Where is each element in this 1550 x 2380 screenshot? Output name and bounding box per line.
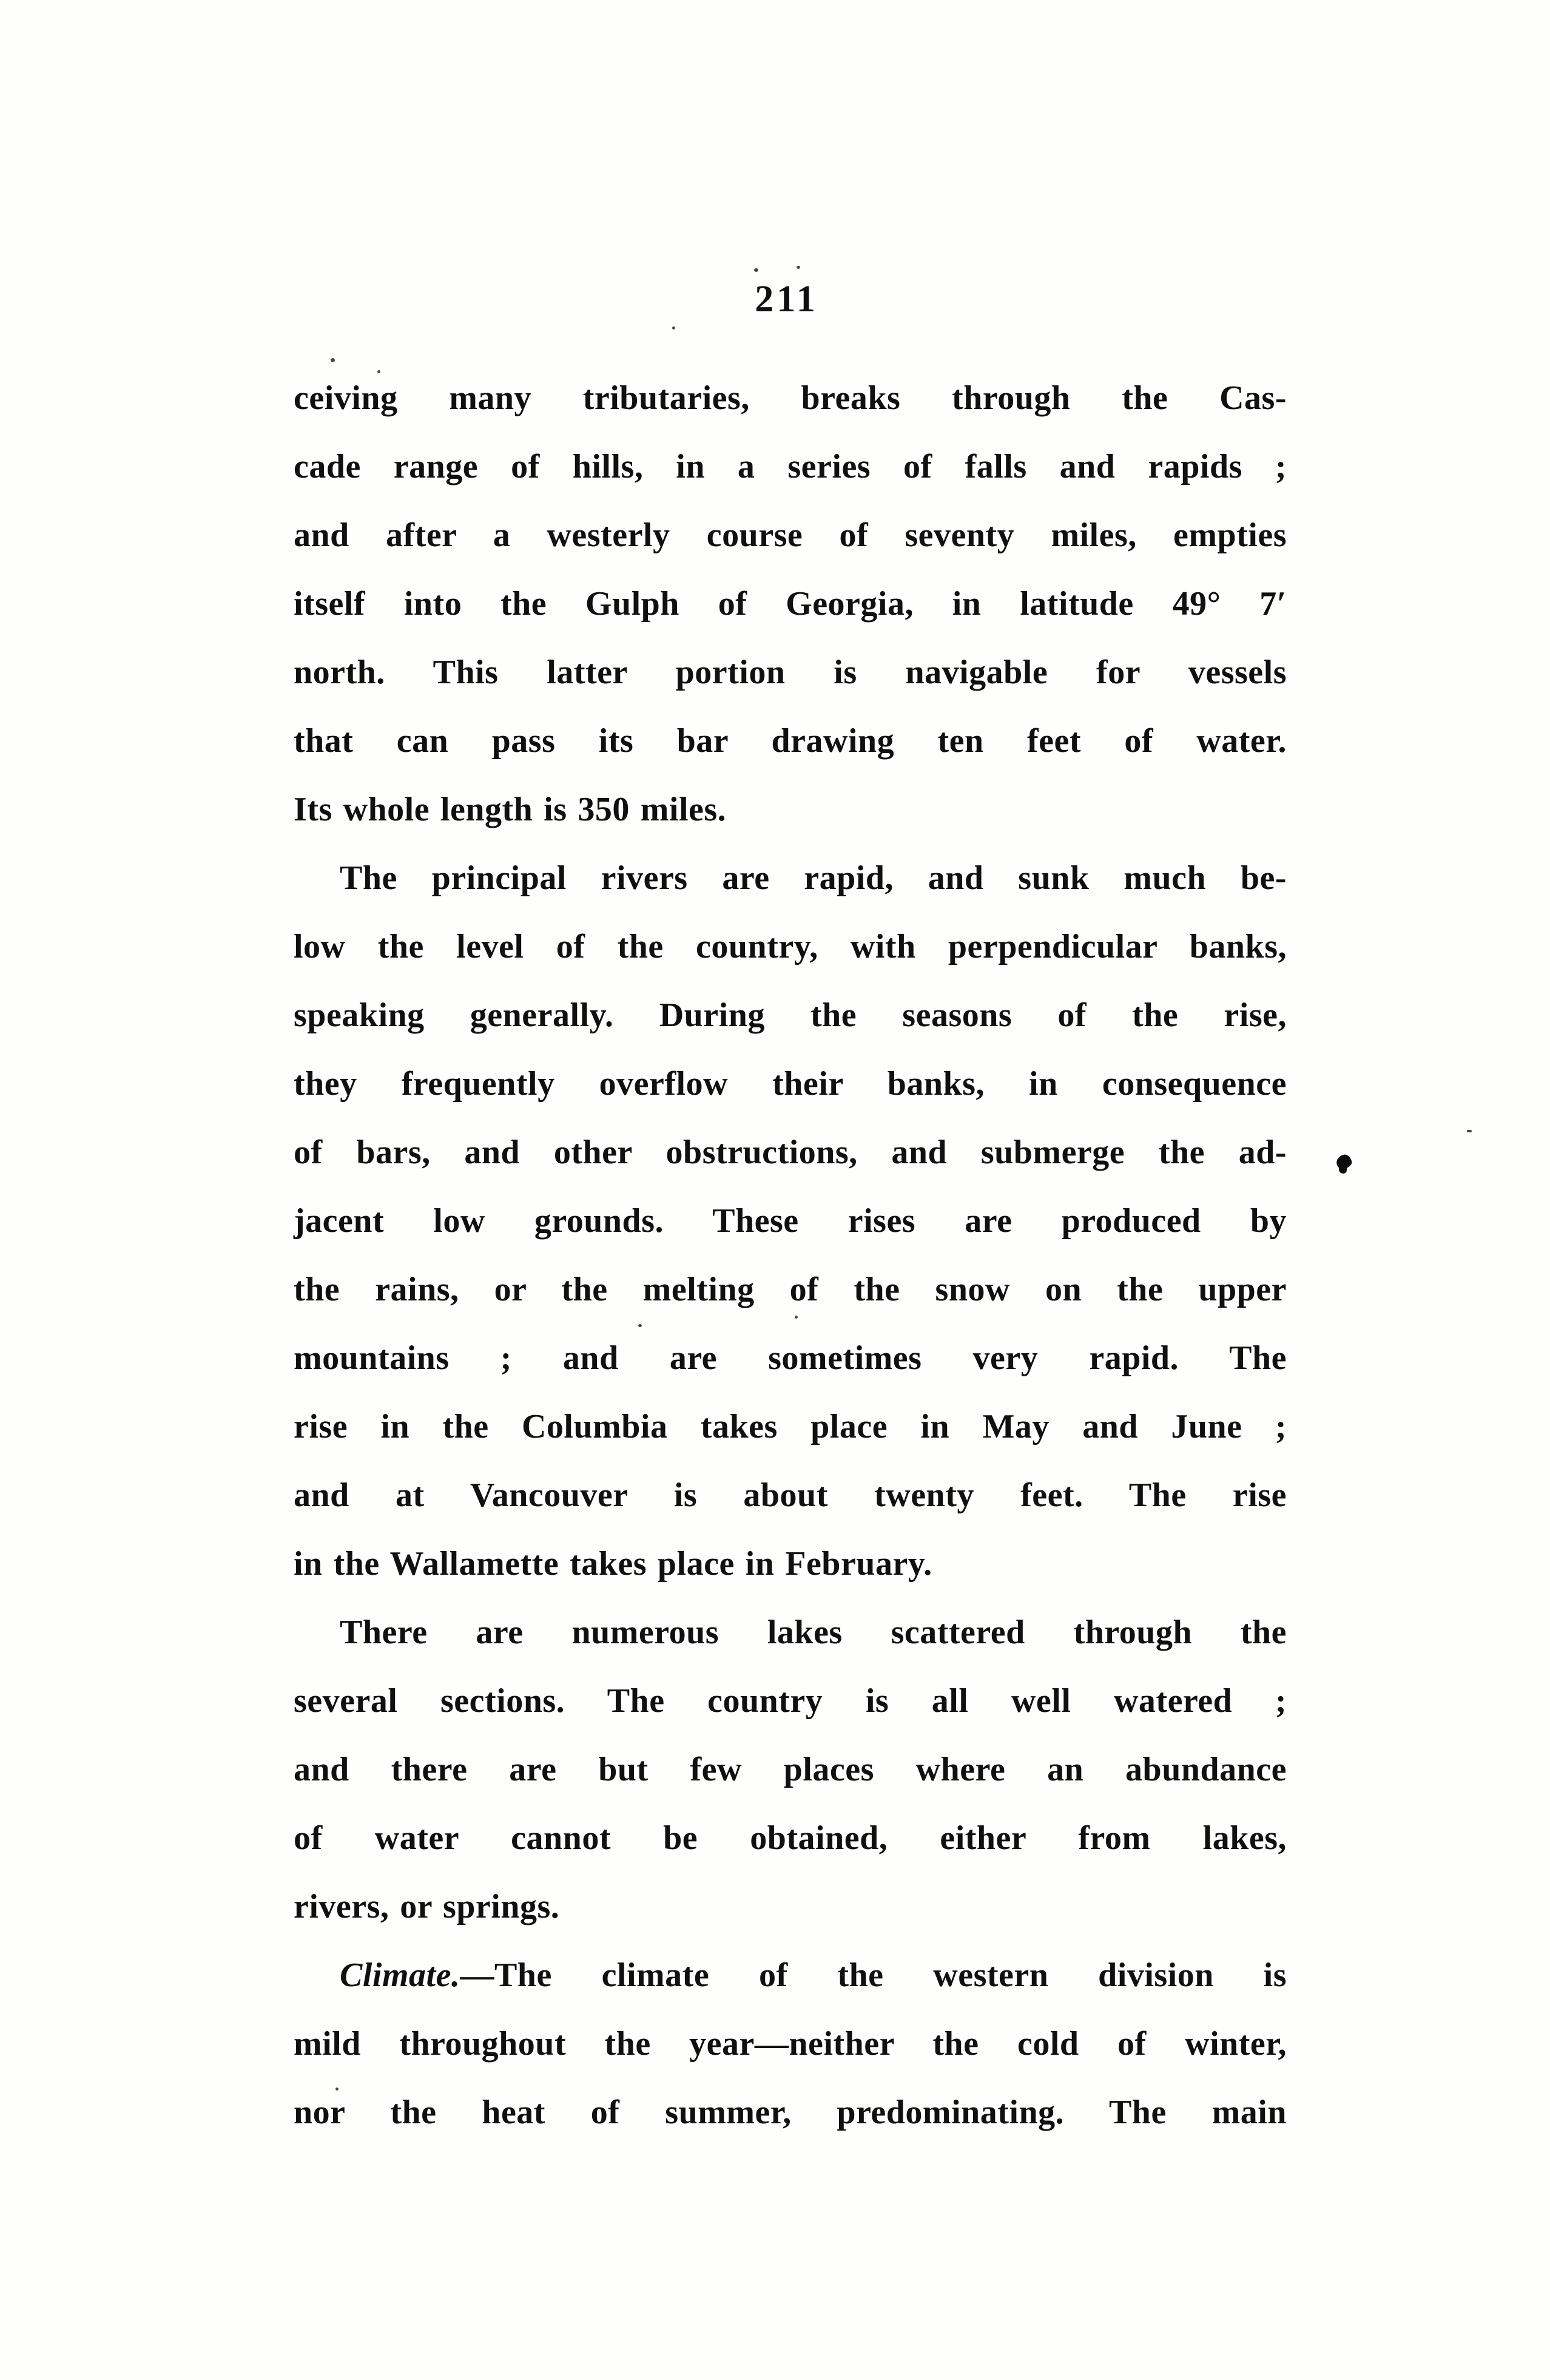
text-line: of water cannot be obtained, either from lakes, bbox=[294, 1819, 1287, 1857]
text-line: of bars, and other obstructions, and submerge the ad- bbox=[294, 1134, 1287, 1171]
scan-speck bbox=[335, 2088, 339, 2091]
text-line: There are numerous lakes scattered through the bbox=[340, 1614, 1287, 1651]
text-line: rise in the Columbia takes place in May and June ; bbox=[294, 1408, 1287, 1445]
scan-speck bbox=[638, 1324, 642, 1327]
text-line: mild throughout the year—neither the cold of winter, bbox=[294, 2025, 1287, 2063]
text-line: they frequently overflow their banks, in consequence bbox=[294, 1065, 1287, 1103]
text-line: jacent low grounds. These rises are produced by bbox=[294, 1202, 1287, 1240]
text-line: mountains ; and are sometimes very rapid. The bbox=[294, 1339, 1287, 1377]
text-line: in the Wallamette takes place in February. bbox=[294, 1545, 932, 1583]
paragraph-2 bbox=[294, 844, 1287, 1598]
paragraph-1 bbox=[294, 364, 1287, 844]
paragraph-4-climate bbox=[294, 1941, 1287, 2147]
scan-speck bbox=[377, 370, 380, 373]
scan-speck bbox=[331, 358, 335, 362]
paragraph-3 bbox=[294, 1598, 1287, 1941]
text-line: nor the heat of summer, predominating. The main bbox=[294, 2094, 1287, 2131]
ink-blot bbox=[1335, 1154, 1353, 1171]
text-line: speaking generally. During the seasons of the rise, bbox=[294, 996, 1287, 1034]
text-line: and after a westerly course of seventy miles, empties bbox=[294, 516, 1287, 554]
text-line: low the level of the country, with perpendicular banks, bbox=[294, 928, 1287, 965]
climate-lead-word: Climate. bbox=[340, 1956, 460, 1994]
text-line: ceiving many tributaries, breaks through the Cas- bbox=[294, 379, 1287, 417]
text-line: that can pass its bar drawing ten feet of water. bbox=[294, 722, 1287, 760]
text-line: north. This latter portion is navigable for vessels bbox=[294, 654, 1287, 691]
text-line-rest: —The climate of the western division is bbox=[460, 1956, 1287, 1994]
scan-speck bbox=[1467, 1130, 1472, 1132]
scan-speck bbox=[795, 1316, 798, 1319]
text-line: The principal rivers are rapid, and sunk much be- bbox=[340, 859, 1287, 897]
page-number: 211 bbox=[755, 279, 818, 320]
text-line: rivers, or springs. bbox=[294, 1888, 560, 1925]
text-line: the rains, or the melting of the snow on the upper bbox=[294, 1271, 1287, 1308]
scan-speck bbox=[754, 268, 758, 272]
text-line: and there are but few places where an abundance bbox=[294, 1751, 1287, 1788]
text-line: Its whole length is 350 miles. bbox=[294, 791, 727, 828]
text-block bbox=[294, 364, 1287, 2147]
scan-speck bbox=[672, 326, 675, 330]
scan-speck bbox=[797, 266, 800, 269]
text-line: itself into the Gulph of Georgia, in latitude 49° 7′ bbox=[294, 585, 1287, 623]
text-line: several sections. The country is all well watered ; bbox=[294, 1682, 1287, 1720]
text-line bbox=[294, 1941, 1287, 2010]
text-line: cade range of hills, in a series of falls and rapids ; bbox=[294, 448, 1287, 485]
text-line: and at Vancouver is about twenty feet. The rise bbox=[294, 1476, 1287, 1514]
